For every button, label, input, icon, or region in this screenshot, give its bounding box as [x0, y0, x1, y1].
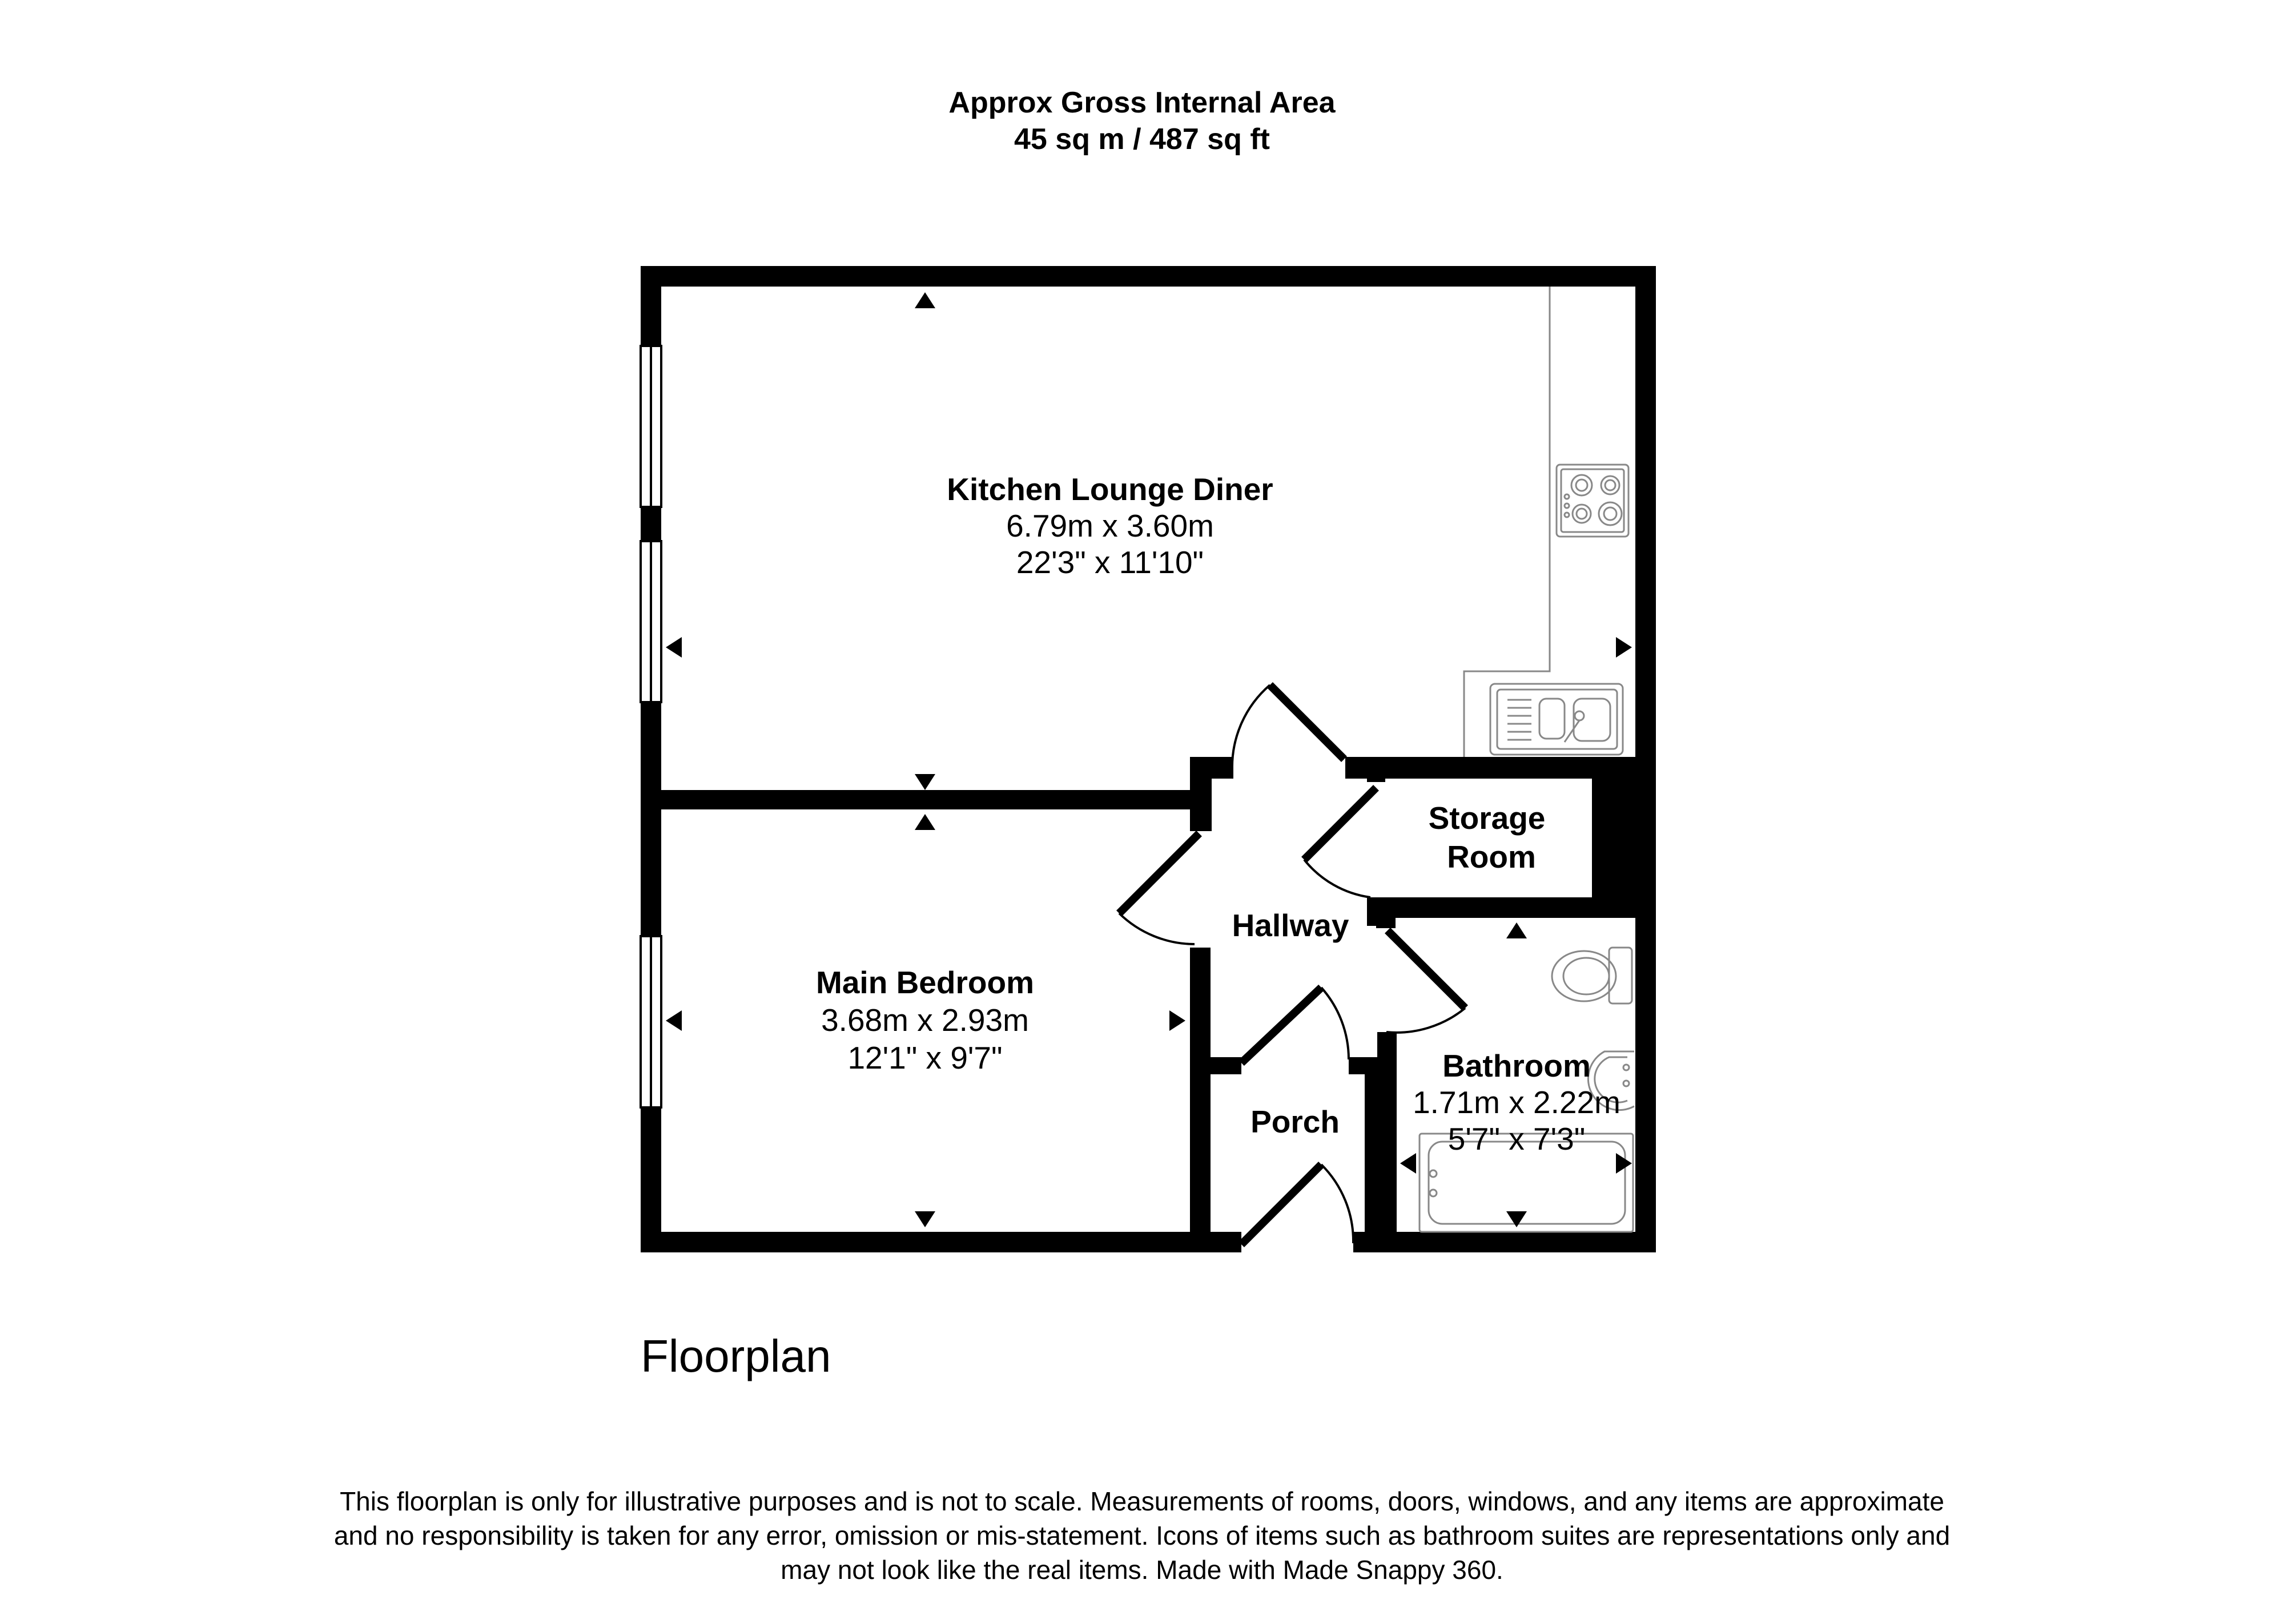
wall-left-mid [641, 507, 661, 541]
dimension-arrow-icon [915, 292, 935, 308]
dimension-arrow-icon [1400, 1153, 1416, 1174]
bathroom-imperial: 5'7" x 7'3" [1447, 1121, 1586, 1156]
door-swing-icon [1119, 833, 1199, 944]
dimension-arrow-icon [666, 637, 682, 658]
dimension-arrow-icon [666, 1010, 682, 1031]
wall-bottom-left [641, 1232, 1241, 1252]
area-value: 45 sq m / 487 sq ft [1014, 123, 1270, 156]
wall-storage-left-a [1367, 757, 1385, 782]
wall-hall-left-a [1190, 757, 1212, 831]
bedroom-metric: 3.68m x 2.93m [821, 1002, 1029, 1038]
kitchen-name: Kitchen Lounge Diner [947, 472, 1273, 507]
kitchen-metric: 6.79m x 3.60m [1006, 508, 1214, 543]
wall-bath-left-a [1376, 913, 1396, 928]
wall-left-lower2 [641, 1107, 661, 1252]
storage-name-line1: Storage [1428, 800, 1546, 836]
kitchen-imperial: 22'3" x 11'10" [1016, 545, 1204, 580]
disclaimer-line-1: This floorplan is only for illustrative purposes and is not to scale. Measurements of rooms, doors, windows, and any items are approximate [340, 1486, 1944, 1516]
wall-hall-left-b [1190, 948, 1211, 1062]
dimension-arrow-icon [915, 1211, 935, 1227]
area-title: Approx Gross Internal Area [948, 86, 1336, 119]
storage-duct [1592, 757, 1656, 918]
dimension-arrow-icon [915, 774, 935, 790]
bathroom-metric: 1.71m x 2.22m [1413, 1085, 1620, 1120]
disclaimer [0, 1484, 2284, 1587]
bedroom-imperial: 12'1" x 9'7" [847, 1040, 1003, 1075]
plan-title: Floorplan [641, 1331, 831, 1381]
sink-icon [1490, 684, 1623, 755]
dimension-arrow-icon [1616, 1153, 1632, 1174]
wall-porch-left [1190, 1057, 1211, 1252]
toilet-icon [1552, 948, 1632, 1004]
kitchen-fixtures [1464, 287, 1628, 757]
bathroom-name: Bathroom [1442, 1048, 1591, 1083]
worktop [1464, 287, 1550, 757]
dimension-arrow-icon [1169, 1010, 1185, 1031]
room-labels [816, 472, 1620, 1156]
door-swing-icon [1241, 988, 1349, 1063]
door-swing-icon [1232, 685, 1344, 769]
wall-kitchen-bedroom [651, 790, 1190, 809]
bedroom-name: Main Bedroom [816, 965, 1034, 1000]
door-swing-icon [1241, 1164, 1353, 1244]
wall-top [641, 266, 1656, 287]
dimension-arrow-icon [915, 814, 935, 830]
disclaimer-line-3: may not look like the real items. Made with Made Snappy 360. [781, 1555, 1503, 1585]
door-swing-icon [1304, 788, 1376, 897]
hallway-name: Hallway [1232, 908, 1349, 943]
porch-name: Porch [1250, 1104, 1340, 1139]
door-swing-icon [1386, 930, 1465, 1033]
storage-name-line2: Room [1447, 839, 1536, 875]
wall-bottom-right [1353, 1232, 1656, 1252]
wall-left-lower1 [641, 702, 661, 936]
wall-bath-left-b [1377, 1032, 1397, 1252]
dimension-arrow-icon [1506, 922, 1527, 938]
disclaimer-line-2: and no responsibility is taken for any error, omission or mis-statement. Icons of items such as bathroom suites are representations only and [333, 1521, 1951, 1550]
dimension-arrow-icon [1616, 637, 1632, 658]
dimension-arrow-icon [1506, 1211, 1527, 1227]
wall-left-upper [641, 266, 661, 346]
hob-icon [1557, 465, 1628, 537]
